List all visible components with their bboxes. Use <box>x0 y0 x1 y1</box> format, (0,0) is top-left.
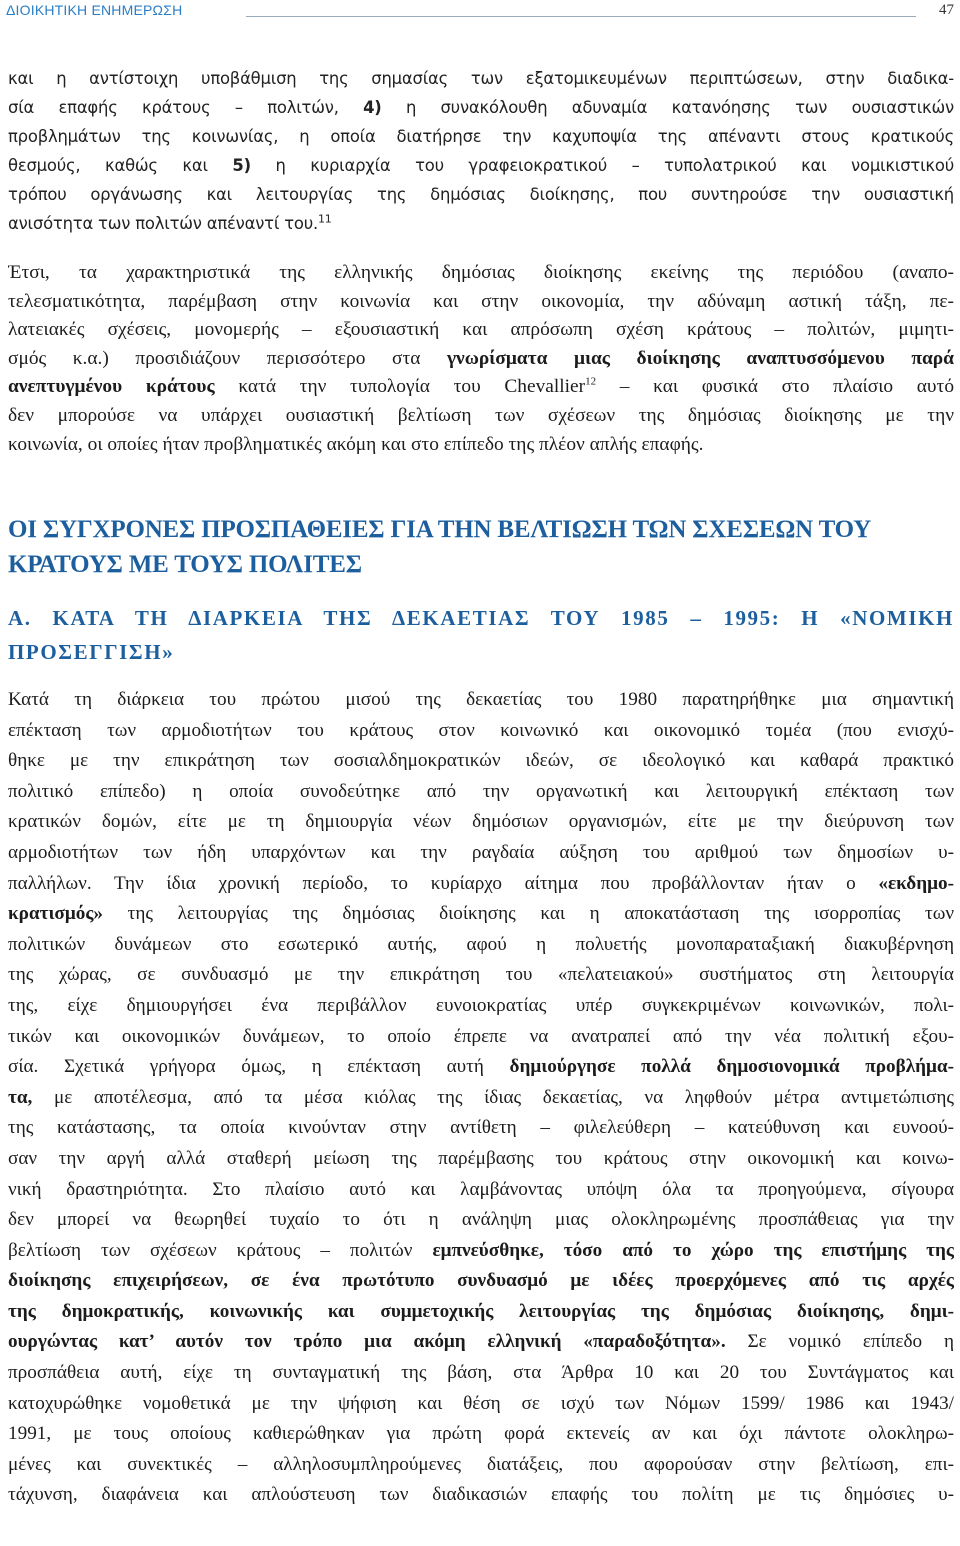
text-line: σμός κ.α.) προσιδιάζουν περισσότερο στα γνωρίσματα μιας διοίκησης αναπτυσσόμενου παρά <box>8 347 954 369</box>
text-line: ουργώντας κατ’ αυτόν τον τρόπο μια ακόμη ελληνική «παραδοξότητα». Σε νομικό επίπεδο η <box>8 1331 954 1353</box>
text-line: της δημοκρατικής, κοινωνικής και συμμετοχικής λειτουργίας της δημόσιας διοίκησης, δημι- <box>8 1300 954 1322</box>
text-line: παλλήλων. Την ίδια χρονική περίοδο, το κυρίαρχο αίτημα που προβάλλονταν ήταν ο «εκδημο- <box>8 872 954 894</box>
section-heading <box>8 513 954 582</box>
text-line: τα, με αποτέλεσμα, από τα μέσα κιόλας της ίδιας δεκαετίας, να ληφθούν μέτρα αντιμετώπισης <box>8 1086 954 1108</box>
subsection-heading <box>8 601 954 669</box>
text-line: τάχυνση, διαφάνεια και απλούστευση των διαδικασιών επαφής του πολίτη με τις δημόσιες υ- <box>8 1484 954 1506</box>
text-line: λατειακές σχέσεις, μονομερής – εξουσιαστική και απρόσωπη σχέση κράτους – πολιτών, μιμητι- <box>8 319 954 341</box>
paragraph-3 <box>8 685 954 1511</box>
header-rule <box>246 16 916 17</box>
text-line: και η αντίστοιχη υποβάθμιση της σημασίας των εξατομικευμένων περιπτώσεων, στην διαδικα- <box>8 69 954 88</box>
text-line: 1991, με τους οποίους καθιερώθηκαν για πρώτη φορά εκτενείς αν και όχι πάντοτε ολοκληρω- <box>8 1423 954 1445</box>
text-line: τικών και οικονομικών δυνάμεων, το οποίο έπρεπε να ανατραπεί από την νέα πολιτική εξου- <box>8 1025 954 1047</box>
text-line: αρμοδιοτήτων των ήδη υπαρχόντων και την ραγδαία αύξηση του αριθμού των δημοσίων υ- <box>8 841 954 863</box>
journal-title: ΔΙΟΙΚΗΤΙΚΗ ΕΝΗΜΕΡΩΣΗ <box>6 2 183 18</box>
text-line: κατοχυρώθηκε νομοθετικά με την ψήφιση και θέση σε ισχύ των Νόμων 1599/ 1986 και 1943/ <box>8 1392 954 1414</box>
paragraph-1 <box>8 64 954 239</box>
text-line: διοίκησης επιχειρήσεων, σε ένα πρωτότυπο συνδυασμό με ιδέες προερχόμενες από τις αρχές <box>8 1270 954 1292</box>
heading-line: ΚΡΑΤΟΥΣ ΜΕ ΤΟΥΣ ΠΟΛΙΤΕΣ <box>8 550 362 578</box>
text-line: της χώρας, σε συνδυασμό με την επικράτηση του «πελατειακού» συστήματος στη λειτουργία <box>8 964 954 986</box>
text-line: μένες και συνεκτικές – αλληλοσυμπληρούμενες διατάξεις, που αφορούσαν στην βελτίωση, επι- <box>8 1453 954 1475</box>
text-line: Έτσι, τα χαρακτηριστικά της ελληνικής δημόσιας διοίκησης εκείνης της περιόδου (αναπο- <box>8 262 954 283</box>
text-line: της κατάστασης, τα οποία κινούνταν στην αντίθετη – φιλελεύθερη – κατεύθυνση και ευνοού- <box>8 1117 954 1139</box>
footnote-ref: 12 <box>585 375 597 388</box>
text-line: προσπάθεια αυτή, είχε τη συνταγματική της βάση, στα Άρθρα 10 και 20 του Συντάγματος και <box>8 1362 954 1384</box>
text-line: νική δραστηριότητα. Στο πλαίσιο αυτό και λαμβάνοντας υπόψη όλα τα προηγούμενα, σίγουρα <box>8 1178 954 1200</box>
heading-line: ΠΡΟΣΕΓΓΙΣΗ» <box>8 640 175 664</box>
text-line: πολιτικό επίπεδο) η οποία συνοδεύτηκε από την οργανωτική και λειτουργική επέκταση των <box>8 780 954 802</box>
text-line: προβλημάτων της κοινωνίας, η οποία διατήρησε την καχυποψία της απέναντι στους κρατικούς <box>8 127 954 147</box>
text-line: σία. Σχετικά γρήγορα όμως, η επέκταση αυτή δημιούργησε πολλά δημοσιονομικά προβλήμα- <box>8 1056 954 1078</box>
text-line: ανισότητα των πολιτών απέναντί του.$^{11}$ <box>8 213 332 234</box>
text-line: Κατά τη διάρκεια του πρώτου μισού της δεκαετίας του 1980 παρατηρήθηκε μια σημαντική <box>8 689 954 710</box>
text-line: ανεπτυγμένου κράτους κατά την τυπολογία του Chevallier$^{12}$ – και φυσικά στο πλαίσιο αυτό <box>8 375 954 398</box>
text-line: θεσμούς, καθώς και 5) η κυριαρχία του γραφειοκρατικού – τυπολατρικού και νομικιστικού <box>8 156 954 176</box>
paragraph-2 <box>8 259 954 459</box>
text-line: δεν μπορούσε να υπάρχει ουσιαστική βελτίωση των σχέσεων της δημόσιας διοίκησης με την <box>8 404 954 426</box>
text-line: βελτίωση των σχέσεων κράτους – πολιτών εμπνεύσθηκε, τόσο από το χώρο της επιστήμης της <box>8 1239 954 1261</box>
heading-line: ΟΙ ΣΥΓΧΡΟΝΕΣ ΠΡΟΣΠΑΘΕΙΕΣ ΓΙΑ ΤΗΝ ΒΕΛΤΙΩΣΗ ΤΩΝ ΣΧΕΣΕΩΝ ΤΟΥ <box>8 516 872 543</box>
footnote-ref: 11 <box>318 213 332 226</box>
text-line: τελεσματικότητα, παρέμβαση στην κοινωνία και στην οικονομία, την αδύναμη αστική τάξη, πε- <box>8 290 954 312</box>
text-line: κοινωνία, οι οποίες ήταν προβληματικές ακόμη και στο επίπεδο της πλέον απλής επαφής. <box>8 433 704 455</box>
text-line: κρατικών δομών, είτε με τη δημιουργία νέων δημόσιων οργανισμών, είτε με την διεύρυνση των <box>8 811 954 833</box>
text-line: σαν την αργή αλλά σταθερή μείωση της παρέμβασης του κράτους στην οικονομική και κοινω- <box>8 1147 954 1169</box>
text-line: κρατισμός» της λειτουργίας της δημόσιας διοίκησης και η αποκατάσταση της ισορροπίας των <box>8 903 954 925</box>
page-number: 47 <box>939 2 954 18</box>
text-line: θηκε με την επικράτηση των σοσιαλδημοκρατικών ιδεών, σε ιδεολογικό και καθαρά πρακτικό <box>8 750 954 772</box>
text-line: δεν μπορεί να θεωρηθεί τυχαίο το ότι η ανάληψη μιας ολοκληρωμένης προσπάθειας για την <box>8 1209 954 1231</box>
text-line: επέκταση των αρμοδιοτήτων του κράτους στον κοινωνικό και οικονομικό τομέα (που ενισχύ- <box>8 719 954 741</box>
text-line: πολιτικών δυνάμεων στο εσωτερικό αυτής, αφού η πολυετής μονοπαραταξιακή διακυβέρνηση <box>8 933 954 955</box>
running-header <box>6 0 956 26</box>
text-line: σία επαφής κράτους – πολιτών, 4) η συνακόλουθη αδυναμία κατανόησης των ουσιαστικών <box>8 98 954 118</box>
heading-line: Α. ΚΑΤΑ ΤΗ ΔΙΑΡΚΕΙΑ ΤΗΣ ΔΕΚΑΕΤΙΑΣ ΤΟΥ 1985 – 1995: Η «ΝΟΜΙΚΗ <box>8 606 954 630</box>
text-line: της, είχε δημιουργήσει ένα περιβάλλον ευνοιοκρατίας υπέρ συγκεκριμένων κοινωνικών, πολι- <box>8 994 954 1016</box>
text-line: τρόπου οργάνωσης και λειτουργίας της δημόσιας διοίκησης, που συντηρούσε την ουσιαστική <box>8 185 954 205</box>
